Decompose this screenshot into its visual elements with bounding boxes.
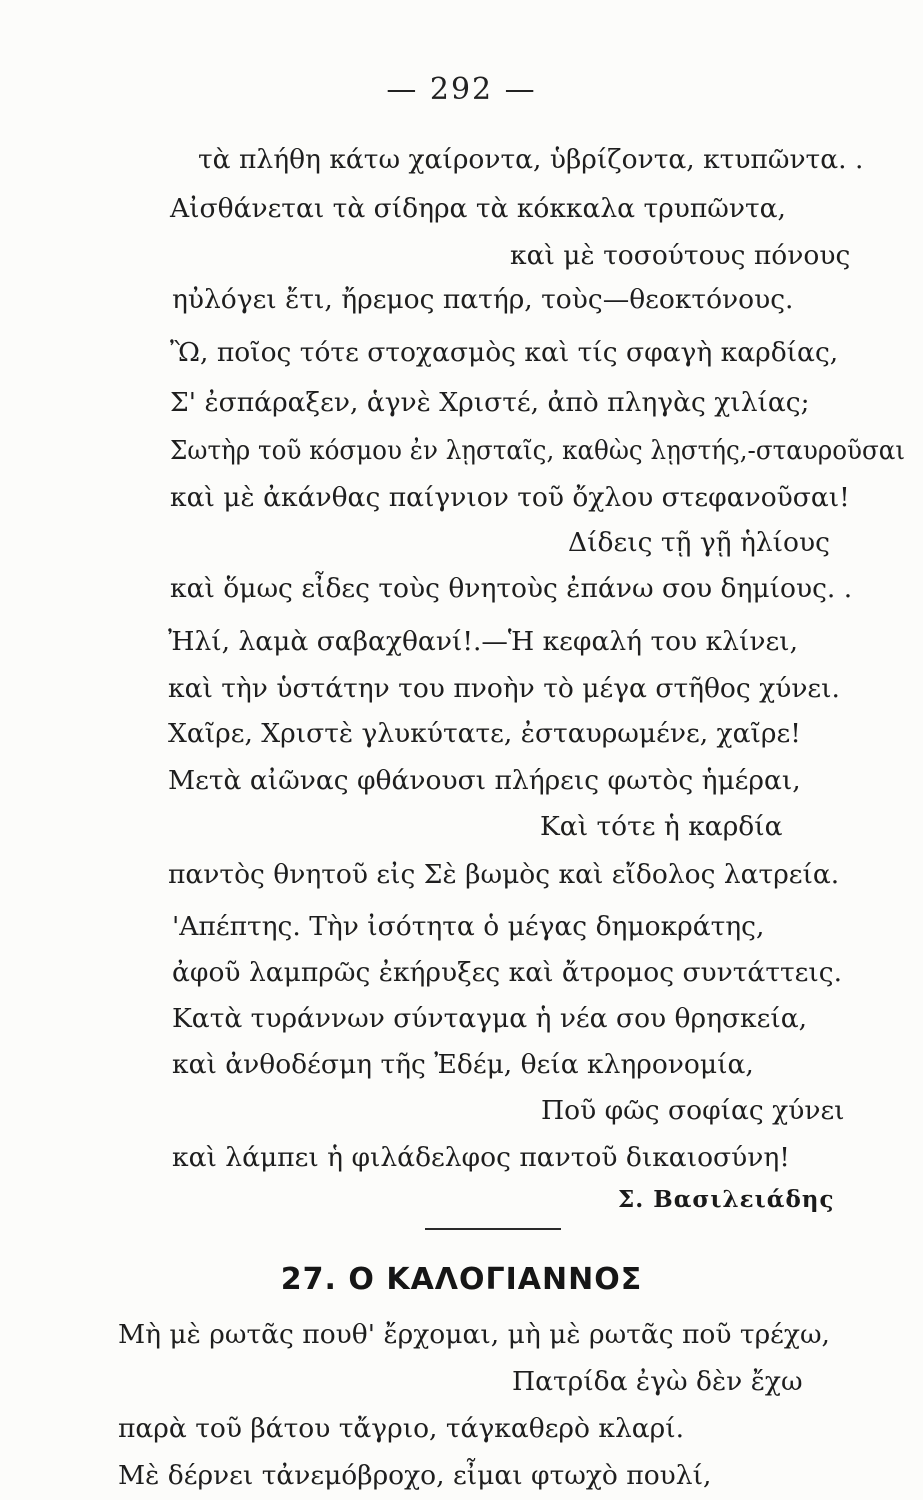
poem-line: Δίδεις τῇ γῇ ἡλίους [568, 527, 830, 558]
poem-line: Μὲ δέρνει τἀνεμόβροχο, εἶμαι φτωχὸ πουλί, [118, 1460, 712, 1491]
poem-line: Κατὰ τυράννων σύνταγμα ἡ νέα σου θρησκεία, [172, 1003, 808, 1034]
poem-line: Σ' ἐσπάραξεν, ἁγνὲ Χριστέ, ἀπὸ πληγὰς χιλίας; [170, 387, 810, 418]
poem-line: Ἠλί, λαμὰ σαβαχθανί!.—Ἡ κεφαλή του κλίνει, [168, 626, 798, 657]
poem-line: παντὸς θνητοῦ εἰς Σὲ βωμὸς καὶ εἴδολος λατρεία. [168, 859, 840, 890]
poem-line: Μὴ μὲ ρωτᾶς πουθ' ἔρχομαι, μὴ μὲ ρωτᾶς ποῦ τρέχω, [118, 1319, 830, 1350]
poem-line: παρὰ τοῦ βάτου τἄγριο, τάγκαθερὸ κλαρί. [118, 1413, 685, 1444]
poem-line: Χαῖρε, Χριστὲ γλυκύτατε, ἐσταυρωμένε, χαῖρε! [168, 718, 801, 749]
poem-line: Σωτὴρ τοῦ κόσμου ἐν λῃσταῖς, καθὼς λῃστής,-σταυροῦσαι [170, 435, 906, 466]
poem-line: ηὐλόγει ἔτι, ἤρεμος πατήρ, τοὺς—θεοκτόνους. [172, 284, 794, 315]
poem-line: Αἰσθάνεται τὰ σίδηρα τὰ κόκκαλα τρυπῶντα, [170, 193, 786, 224]
poem-line: καὶ ἀνθοδέσμη τῆς Ἐδέμ, θεία κληρονομία, [172, 1049, 754, 1080]
page-number: — 292 — [386, 72, 537, 107]
poem-line: Ὢ, ποῖος τότε στοχασμὸς καὶ τίς σφαγὴ καρδίας, [170, 337, 839, 368]
poem-line: 'Απέπτης. Τὴν ἰσότητα ὁ μέγας δημοκράτης, [172, 911, 765, 942]
section-divider [425, 1228, 561, 1230]
author-signature: Σ. Βασιλειάδης [618, 1186, 835, 1213]
poem-line: καὶ λάμπει ἡ φιλάδελφος παντοῦ δικαιοσύνη! [172, 1142, 790, 1173]
poem-line: καὶ μὲ τοσούτους πόνους [510, 240, 851, 271]
poem-line: καὶ μὲ ἀκάνθας παίγνιον τοῦ ὄχλου στεφανοῦσαι! [170, 482, 850, 513]
poem-line: Ποῦ φῶς σοφίας χύνει [541, 1095, 845, 1126]
poem-line: καὶ τὴν ὑστάτην του πνοὴν τὸ μέγα στῆθος χύνει. [168, 673, 840, 704]
poem-line: Μετὰ αἰῶνας φθάνουσι πλήρεις φωτὸς ἡμέραι, [168, 765, 801, 796]
poem-line: Πατρίδα ἐγὼ δὲν ἔχω [512, 1366, 803, 1397]
poem-line: Καὶ τότε ἡ καρδία [540, 811, 783, 842]
poem-line: καὶ ὅμως εἶδες τοὺς θνητοὺς ἐπάνω σου δημίους. . [170, 573, 853, 604]
section-title: 27. Ο ΚΑΛΟΓΙΑΝΝΟΣ [280, 1262, 643, 1297]
poem-line: τὰ πλήθη κάτω χαίροντα, ὑβρίζοντα, κτυπῶντα. . [198, 144, 864, 175]
poem-line: ἀφοῦ λαμπρῶς ἐκήρυξες καὶ ἄτρομος συντάττεις. [172, 957, 843, 988]
